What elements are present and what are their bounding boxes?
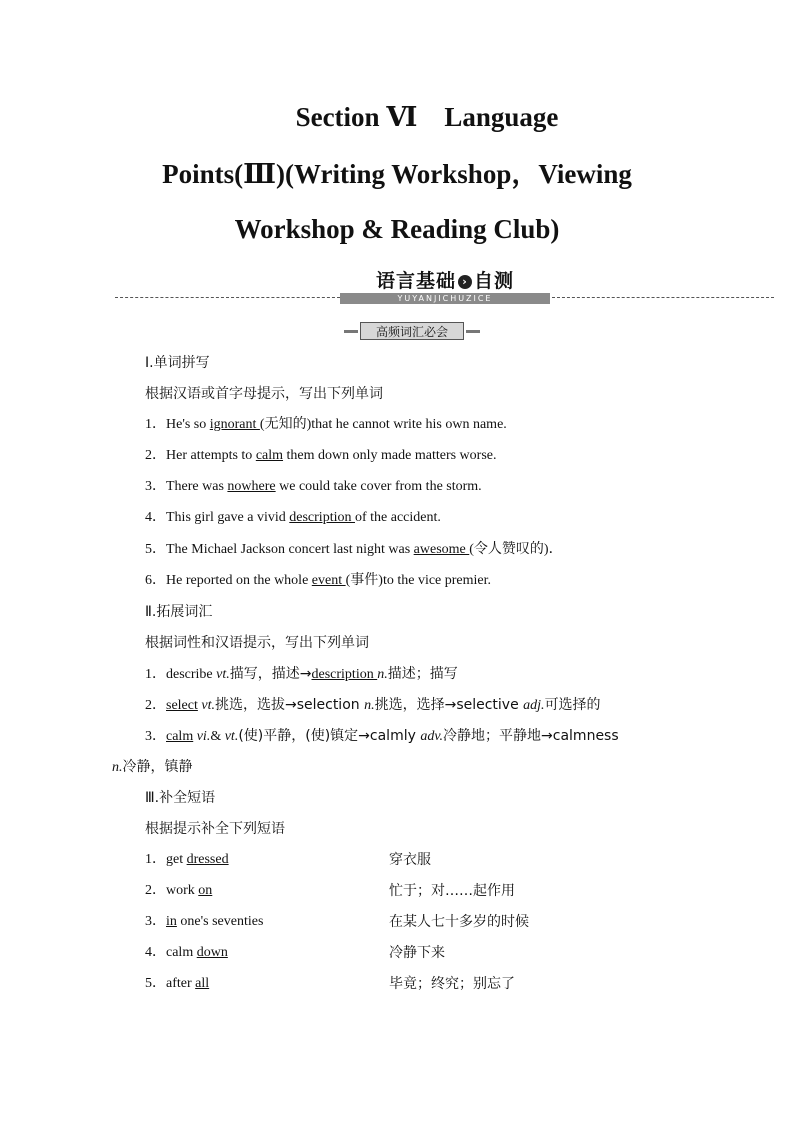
phrase-meaning: 忙于；对……起作用 xyxy=(389,883,515,899)
item-text: 可选择的 xyxy=(544,697,601,713)
item-number: 1． xyxy=(145,852,166,867)
item-text: describe xyxy=(166,667,217,682)
item-number: 5． xyxy=(145,976,166,991)
item-number: 3． xyxy=(145,479,166,494)
item-text: (事件)to the vice premier. xyxy=(345,573,492,588)
section1-instruction: 根据汉语或首字母提示，写出下列单词 xyxy=(145,386,383,402)
item-text: one's seventies xyxy=(176,914,264,929)
item-number: 3． xyxy=(145,729,166,744)
list-item xyxy=(145,571,491,591)
item-text: He reported on the whole xyxy=(166,573,312,588)
list-item xyxy=(145,415,507,435)
item-number: 5． xyxy=(145,542,166,557)
list-item xyxy=(145,508,441,528)
item-text: them down only made matters worse. xyxy=(283,448,497,463)
item-answer: event xyxy=(311,573,346,588)
list-item xyxy=(145,850,229,870)
item-text: 挑选，选拔→selection xyxy=(214,697,365,713)
list-item xyxy=(145,943,228,963)
section3-heading: Ⅲ.补全短语 xyxy=(145,790,216,806)
item-answer: on xyxy=(198,883,213,898)
part-of-speech: vt. xyxy=(224,729,239,744)
item-text: calm xyxy=(166,945,197,960)
subheading-text: 高频词汇必会 xyxy=(360,322,464,340)
part-of-speech: vi. xyxy=(193,729,211,744)
item-text: He's so xyxy=(166,417,210,432)
item-answer: description xyxy=(289,510,355,525)
item-text: There was xyxy=(166,479,228,494)
subheading-bar-left xyxy=(344,330,358,333)
item-text: get xyxy=(166,852,187,867)
section3-instruction: 根据提示补全下列短语 xyxy=(145,821,285,837)
item-text: The Michael Jackson concert last night was xyxy=(166,542,414,557)
banner-part1: 语言基础 xyxy=(375,270,456,292)
item-number: 2． xyxy=(145,883,166,898)
item-number: 2． xyxy=(145,448,166,463)
item-text: of the accident. xyxy=(354,510,441,525)
item-text: 描写，描述→ xyxy=(229,666,312,682)
chevron-right-icon: › xyxy=(458,275,472,289)
item-answer: down xyxy=(196,945,228,960)
list-item xyxy=(145,477,482,497)
item-number: 1． xyxy=(145,667,166,682)
item-answer: select xyxy=(166,698,198,713)
part-of-speech: n. xyxy=(377,667,388,682)
title-line-2: Points(Ⅲ)(Writing Workshop，Viewing xyxy=(162,159,632,189)
title-line-1: Section Ⅵ Language xyxy=(295,102,559,132)
list-item xyxy=(145,726,619,747)
list-item xyxy=(145,540,563,560)
banner-pinyin: YUYANJICHUZICE xyxy=(340,293,550,304)
item-answer: all xyxy=(195,976,210,991)
item-text: 冷静地；平静地→calmness xyxy=(443,728,619,744)
list-item xyxy=(145,881,212,901)
item-number: 1． xyxy=(145,417,166,432)
list-item xyxy=(145,695,601,716)
item-number: 2． xyxy=(145,698,166,713)
item-answer: in xyxy=(166,914,177,929)
subheading-box xyxy=(344,322,480,340)
phrase-meaning: 穿衣服 xyxy=(389,852,431,868)
item-answer: calm xyxy=(255,448,284,463)
item-number: 3． xyxy=(145,914,166,929)
item-text: & xyxy=(210,729,225,744)
item-number: 4． xyxy=(145,945,166,960)
item-text: 冷静，镇静 xyxy=(122,759,193,775)
banner-title xyxy=(340,268,550,294)
item-text: Her attempts to xyxy=(166,448,256,463)
list-item xyxy=(145,664,458,685)
list-item xyxy=(145,912,263,932)
list-item xyxy=(145,974,209,994)
part-of-speech: n. xyxy=(364,698,375,713)
part-of-speech: n. xyxy=(112,760,123,775)
section2-heading: Ⅱ.拓展词汇 xyxy=(145,604,213,620)
part-of-speech: vt. xyxy=(197,698,215,713)
item-answer: nowhere xyxy=(227,479,276,494)
part-of-speech: vt. xyxy=(216,667,230,682)
item-text: (使)平静，(使)镇定→calmly xyxy=(238,728,421,744)
item-text: (令人赞叹的)． xyxy=(469,542,563,557)
phrase-meaning: 冷静下来 xyxy=(389,945,445,961)
item-text: This girl gave a vivid xyxy=(166,510,290,525)
part-of-speech: adj. xyxy=(523,698,545,713)
banner-divider-right xyxy=(552,297,774,298)
title-line-3: Workshop & Reading Club) xyxy=(234,214,560,244)
item-number: 4． xyxy=(145,510,166,525)
item-text: 挑选，选择→selective xyxy=(374,697,524,713)
item-text: after xyxy=(166,976,196,991)
phrase-meaning: 毕竟；终究；别忘了 xyxy=(389,976,515,992)
item-answer: awesome xyxy=(413,542,470,557)
item-text: 描述；描写 xyxy=(387,666,458,682)
list-item-continuation xyxy=(112,757,193,778)
item-answer: dressed xyxy=(186,852,229,867)
item-text: (无知的)that he cannot write his own name. xyxy=(259,417,507,432)
banner-divider-left xyxy=(115,297,340,298)
subheading-bar-right xyxy=(466,330,480,333)
section-banner xyxy=(340,268,550,306)
list-item xyxy=(145,446,496,466)
item-answer: calm xyxy=(166,729,194,744)
section2-instruction: 根据词性和汉语提示，写出下列单词 xyxy=(145,635,369,651)
item-number: 6． xyxy=(145,573,166,588)
item-text: we could take cover from the storm. xyxy=(275,479,482,494)
banner-part2: 自测 xyxy=(474,270,515,292)
item-answer: ignorant xyxy=(209,417,260,432)
item-answer: description xyxy=(311,667,378,682)
item-text: work xyxy=(166,883,199,898)
part-of-speech: adv. xyxy=(420,729,444,744)
section1-heading: Ⅰ.单词拼写 xyxy=(145,355,210,371)
phrase-meaning: 在某人七十多岁的时候 xyxy=(389,914,529,930)
